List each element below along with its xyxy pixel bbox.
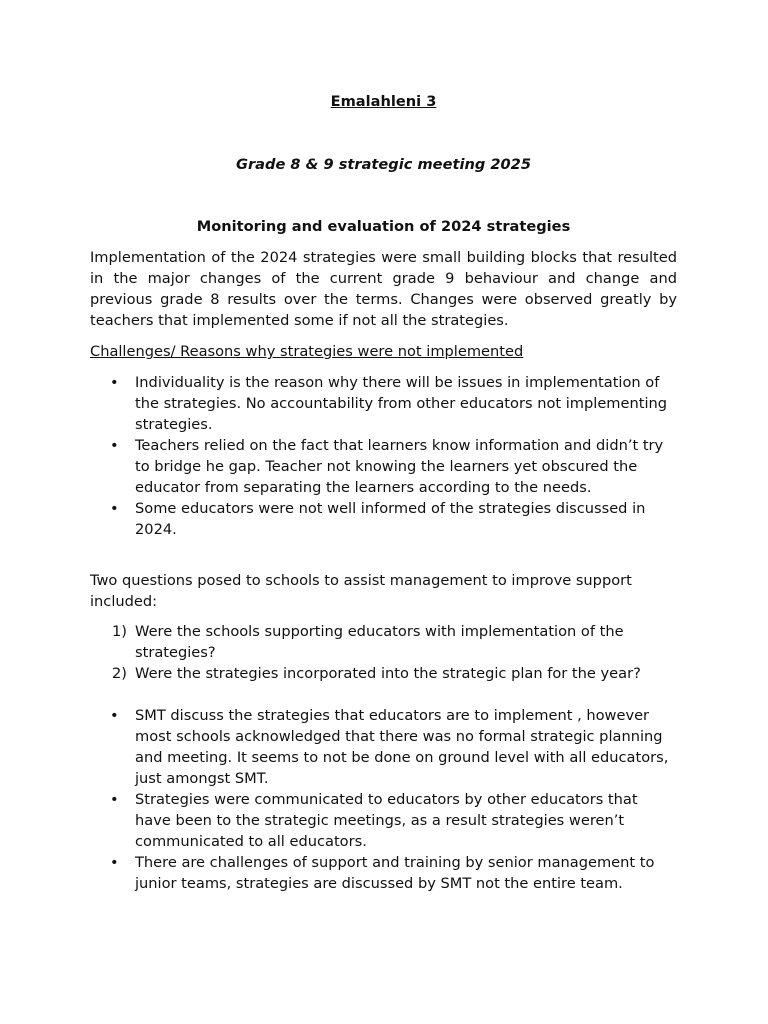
number-marker: 2) — [112, 665, 127, 682]
challenge-text: Some educators were not well informed of the strategies discussed in 2024. — [135, 500, 646, 538]
document-title: Emalahleni 3 — [330, 93, 437, 110]
findings-list — [90, 705, 677, 894]
questions-intro: Two questions posed to schools to assist management to improve support included: — [90, 572, 632, 610]
meeting-subtitle: Grade 8 & 9 strategic meeting 2025 — [235, 156, 531, 173]
list-item — [90, 663, 677, 684]
list-item — [90, 705, 677, 789]
questions-list-block — [90, 621, 677, 684]
bullet-marker: • — [110, 500, 119, 517]
list-item — [90, 852, 677, 894]
list-item — [90, 621, 677, 663]
challenge-text: Teachers relied on the fact that learners know information and didn’t try to bridge he gap. Teacher not knowing the learners yet obscured the educator from separating the learners according to the needs. — [135, 437, 664, 496]
finding-text: Strategies were communicated to educators by other educators that have been to the strategic meetings, as a result strategies weren’t communicated to all educators. — [135, 791, 638, 850]
questions-list — [90, 621, 677, 684]
bullet-marker: • — [110, 707, 119, 724]
list-item — [90, 789, 677, 852]
bullet-marker: • — [110, 854, 119, 871]
question-text: Were the strategies incorporated into the strategic plan for the year? — [135, 665, 641, 682]
questions-intro-block — [90, 570, 677, 612]
finding-text: There are challenges of support and training by senior management to junior teams, strategies are discussed by SMT not the entire team. — [135, 854, 655, 892]
list-item — [90, 372, 677, 435]
challenges-list — [90, 372, 677, 540]
challenges-heading: Challenges/ Reasons why strategies were not implemented — [90, 343, 524, 360]
section-heading: Monitoring and evaluation of 2024 strategies — [196, 218, 571, 235]
challenges-heading-block — [90, 341, 677, 362]
list-item — [90, 498, 677, 540]
bullet-marker: • — [110, 437, 119, 454]
bullet-marker: • — [110, 791, 119, 808]
findings-list-block — [90, 705, 677, 894]
challenge-text: Individuality is the reason why there will be issues in implementation of the strategies. No accountability from other educators not implementing strategies. — [135, 374, 668, 433]
intro-paragraph: Implementation of the 2024 strategies were small building blocks that resulted in the major changes of the current grade 9 behaviour and change and previous grade 8 results over the terms. Changes were observed greatly by teachers that implemented some if not all the strategies. — [90, 249, 677, 329]
question-text: Were the schools supporting educators with implementation of the strategies? — [135, 623, 624, 661]
bullet-marker: • — [110, 374, 119, 391]
intro-paragraph-block — [90, 247, 677, 331]
list-item — [90, 435, 677, 498]
finding-text: SMT discuss the strategies that educators are to implement , however most schools acknowledged that there was no formal strategic planning and meeting. It seems to not be done on ground level with all educators, just amongst SMT. — [135, 707, 669, 787]
challenges-list-block — [90, 372, 677, 540]
number-marker: 1) — [112, 623, 127, 640]
